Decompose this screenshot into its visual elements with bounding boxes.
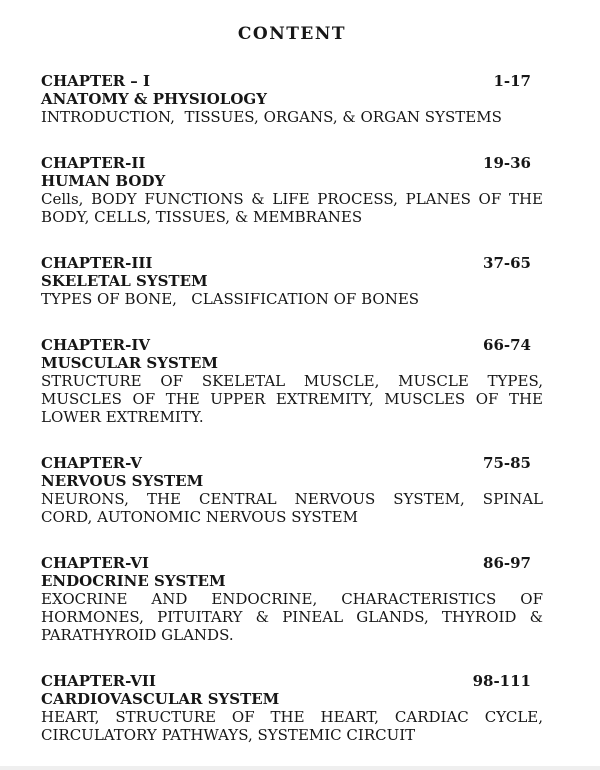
chapter-page-range: 37-65 <box>483 254 531 272</box>
chapter-heading <box>41 254 543 272</box>
chapter-block-2 <box>41 154 543 226</box>
chapter-desc-line: STRUCTURE OF SKELETAL MUSCLE, MUSCLE TYPES, <box>41 372 543 390</box>
chapter-label: CHAPTER-III <box>41 254 153 272</box>
chapter-desc-line: EXOCRINE AND ENDOCRINE, CHARACTERISTICS OF <box>41 590 543 608</box>
chapter-block-7 <box>41 672 543 744</box>
chapter-block-4 <box>41 336 543 426</box>
chapter-name: ENDOCRINE SYSTEM <box>41 572 226 590</box>
chapter-label: CHAPTER-IV <box>41 336 150 354</box>
chapter-label: CHAPTER-II <box>41 154 146 172</box>
chapter-page-range: 75-85 <box>483 454 531 472</box>
chapter-heading <box>41 454 543 472</box>
chapter-label: CHAPTER-VI <box>41 554 149 572</box>
chapter-heading <box>41 72 543 90</box>
chapter-name: MUSCULAR SYSTEM <box>41 354 218 372</box>
chapter-desc-line: MUSCLES OF THE UPPER EXTREMITY, MUSCLES OF THE <box>41 390 543 408</box>
chapter-name: SKELETAL SYSTEM <box>41 272 208 290</box>
chapter-block-3 <box>41 254 543 308</box>
chapter-block-6 <box>41 554 543 644</box>
chapter-page-range: 1-17 <box>493 72 531 90</box>
chapter-page-range: 19-36 <box>483 154 531 172</box>
chapter-desc-line: PARATHYROID GLANDS. <box>41 626 234 644</box>
chapter-label: CHAPTER – I <box>41 72 151 90</box>
chapter-desc-line: TYPES OF BONE, CLASSIFICATION OF BONES <box>41 290 420 308</box>
chapter-label: CHAPTER-V <box>41 454 142 472</box>
page-title: CONTENT <box>237 24 347 44</box>
chapter-desc-line: BODY, CELLS, TISSUES, & MEMBRANES <box>41 208 363 226</box>
chapter-block-5 <box>41 454 543 526</box>
chapter-desc-line: HEART, STRUCTURE OF THE HEART, CARDIAC CYCLE, <box>41 708 543 726</box>
chapter-name: HUMAN BODY <box>41 172 166 190</box>
chapter-name: CARDIOVASCULAR SYSTEM <box>41 690 280 708</box>
chapter-desc-line: Cells, BODY FUNCTIONS & LIFE PROCESS, PLANES OF THE <box>41 190 543 208</box>
chapter-page-range: 86-97 <box>483 554 531 572</box>
chapter-name: ANATOMY & PHYSIOLOGY <box>41 90 267 108</box>
chapter-desc-line: NEURONS, THE CENTRAL NERVOUS SYSTEM, SPINAL <box>41 490 543 508</box>
chapter-desc-line: LOWER EXTREMITY. <box>41 408 204 426</box>
chapter-page-range: 66-74 <box>483 336 531 354</box>
chapter-desc-line: CORD, AUTONOMIC NERVOUS SYSTEM <box>41 508 358 526</box>
chapter-desc-line: INTRODUCTION, TISSUES, ORGANS, & ORGAN SYSTEMS <box>41 108 502 126</box>
scan-edge-artifact <box>0 766 600 770</box>
chapter-desc-line: CIRCULATORY PATHWAYS, SYSTEMIC CIRCUIT <box>41 726 416 744</box>
chapter-desc-line: HORMONES, PITUITARY & PINEAL GLANDS, THYROID & <box>41 608 543 626</box>
chapter-name: NERVOUS SYSTEM <box>41 472 204 490</box>
chapter-heading <box>41 154 543 172</box>
chapter-heading <box>41 672 543 690</box>
chapter-page-range: 98-111 <box>472 672 531 690</box>
chapter-label: CHAPTER-VII <box>41 672 156 690</box>
chapter-heading <box>41 554 543 572</box>
chapter-heading <box>41 336 543 354</box>
chapter-block-1 <box>41 72 543 126</box>
